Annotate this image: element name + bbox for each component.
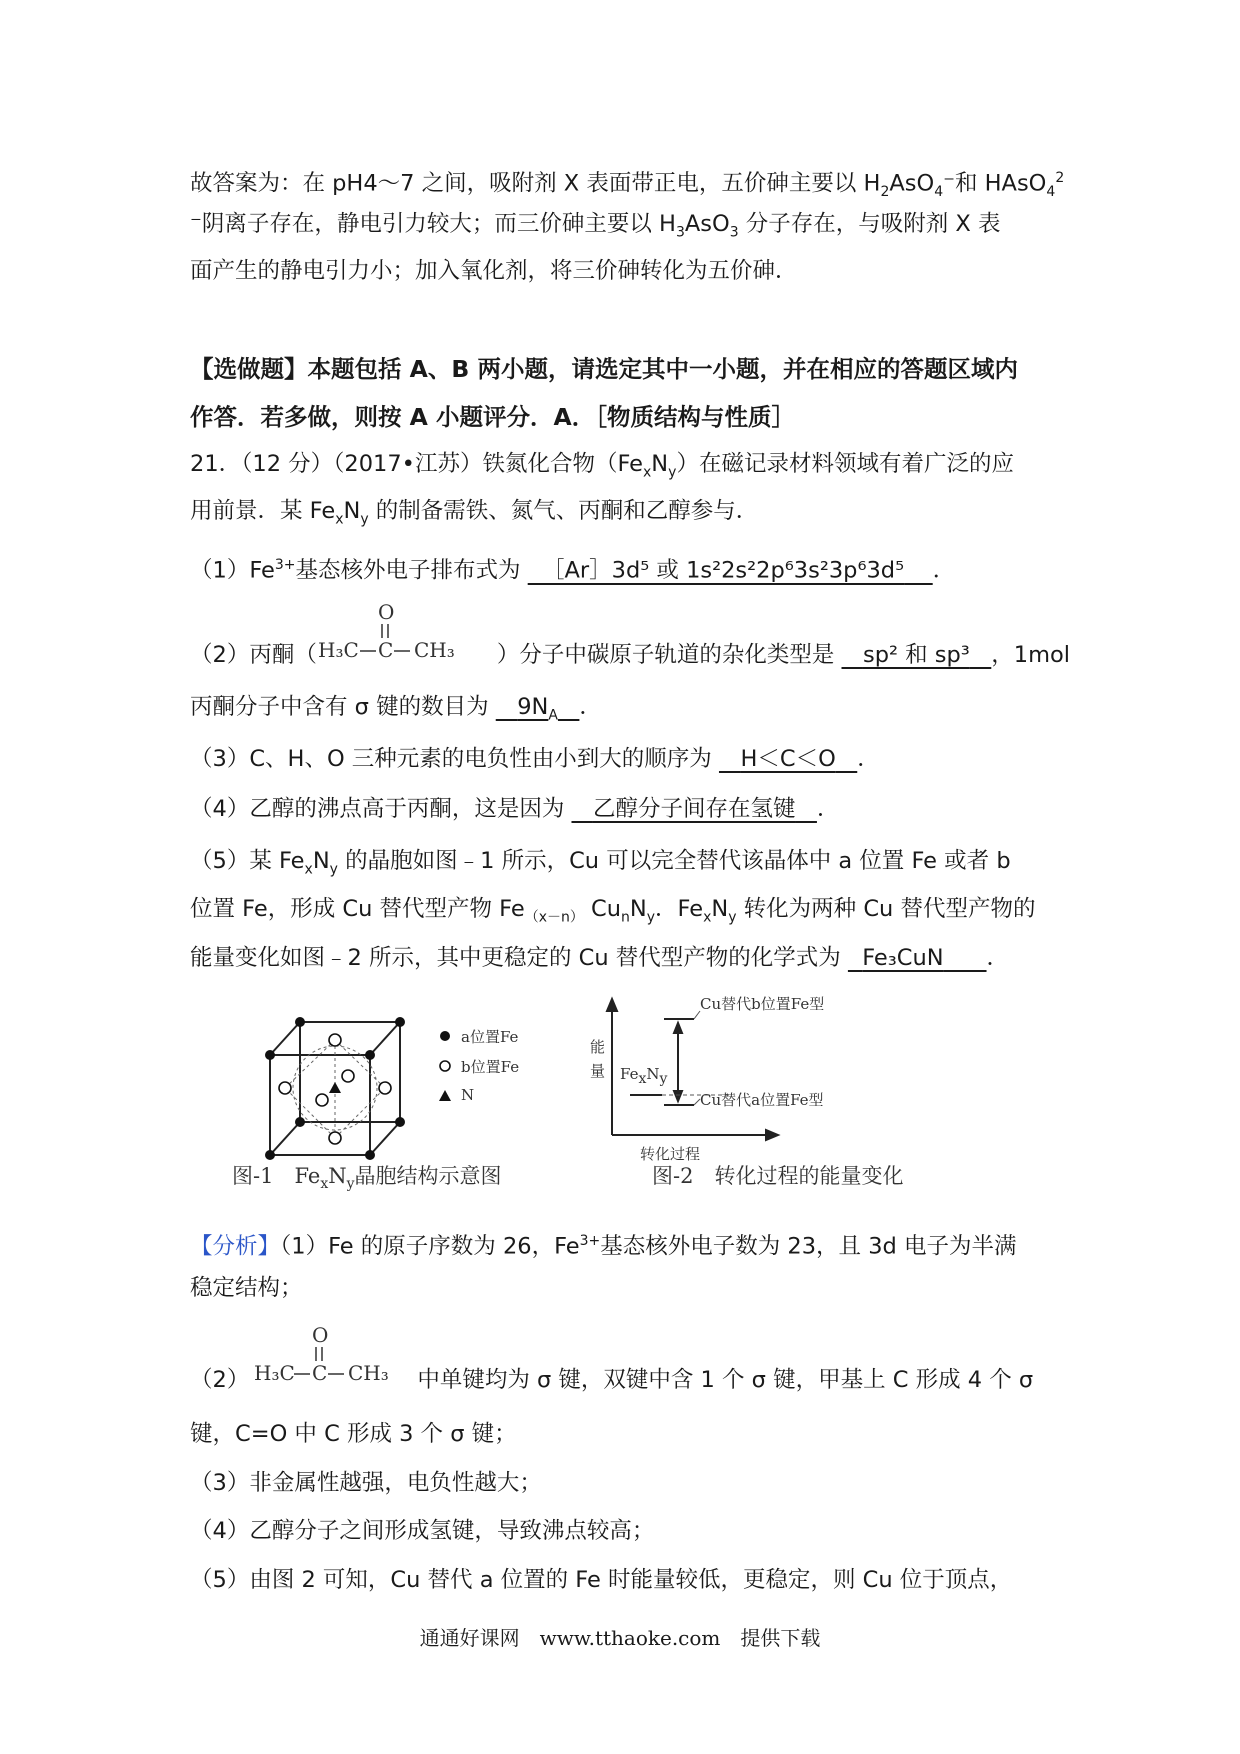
text: Fe	[620, 1065, 639, 1083]
text: 用前景．某 Fe	[190, 498, 336, 524]
text: 的制备需铁、氮气、丙酮和乙醇参与．	[368, 498, 759, 524]
answer-text: Fe₃CuN	[862, 945, 944, 971]
figure-2-energy-diagram	[590, 995, 890, 1163]
text: ⁻阴离子存在，静电引力较大；而三价砷主要以 H	[190, 211, 676, 237]
text: N	[312, 848, 330, 874]
answer-text: 9N	[517, 694, 549, 720]
question-part-5-line-2	[190, 893, 1035, 934]
text: 能量变化如图﹣2 所示，其中更稳定的 Cu 替代型产物的化学式为	[190, 945, 841, 971]
page-footer: 通通好课网 www.tthaoke.com 提供下载	[419, 1626, 821, 1650]
text: ，1mol	[991, 642, 1071, 668]
text: （2）	[190, 1367, 250, 1393]
answer-line-1	[190, 162, 1064, 208]
sub: 3	[729, 224, 739, 241]
legend-a-label: a位置Fe	[461, 1028, 519, 1046]
analysis-line-4: 键，C=O 中 C 形成 3 个 σ 键；	[190, 1421, 517, 1447]
carbon-label: C	[312, 1361, 328, 1385]
methyl-left-label: H₃C	[318, 638, 359, 662]
answer-blank	[496, 694, 580, 724]
methyl-right-label: CH₃	[348, 1361, 389, 1385]
text: （5）某 Fe	[190, 848, 305, 874]
text: ．Fe	[655, 896, 704, 922]
text: 的晶胞如图﹣1 所示，Cu 可以完全替代该晶体中 a 位置 Fe 或者 b	[337, 848, 1011, 874]
answer-blank	[719, 746, 857, 772]
text: AsO	[889, 170, 935, 197]
text: N	[343, 498, 361, 524]
sup: 3+	[274, 557, 296, 573]
text: （3）C、H、O 三种元素的电负性由小到大的顺序为	[190, 746, 712, 772]
text: 分子存在，与吸附剂 X 表	[738, 211, 1001, 237]
analysis-line-2: 稳定结构；	[190, 1275, 303, 1301]
sub: 4	[934, 184, 944, 200]
analysis-line-7: （5）由图 2 可知，Cu 替代 a 位置的 Fe 时能量较低，更稳定，则 Cu 位于顶点，	[190, 1567, 1013, 1593]
text: 21．（12 分）（2017•江苏）铁氮化合物（Fe	[190, 451, 643, 477]
section-heading-line-1: 【选做题】本题包括 A、B 两小题，请选定其中一小题，并在相应的答题区域内	[190, 355, 1018, 383]
text: ⁻和 HAsO	[943, 170, 1047, 197]
sup: 2	[1055, 170, 1065, 186]
section-heading-line-2: 作答．若多做，则按 A 小题评分．A．［物质结构与性质］	[190, 403, 795, 431]
analysis-tag: 【分析】	[190, 1233, 281, 1260]
text: 转化为两种 Cu 替代型产物的	[736, 896, 1036, 922]
legend-b-label: b位置Fe	[461, 1058, 520, 1076]
methyl-right-label: CH₃	[414, 638, 455, 662]
question-intro-1	[190, 448, 1014, 489]
top-level-label: Cu替代b位置Fe型	[700, 995, 825, 1013]
text: 丙酮分子中含有 σ 键的数目为	[190, 694, 489, 720]
text: Cu	[583, 896, 621, 922]
answer-blank	[848, 945, 987, 971]
question-intro-2	[190, 495, 758, 536]
figure-1-crystal-cell	[225, 1000, 545, 1170]
answer-line-2	[190, 208, 1001, 249]
question-part-1	[190, 549, 955, 587]
answer-blank	[528, 558, 933, 584]
legend-n-label: N	[461, 1086, 475, 1104]
acetone-structure	[318, 600, 498, 674]
sub: y	[346, 1176, 355, 1193]
text: 故答案为：在 pH4～7 之间，吸附剂 X 表面带正电，五价砷主要以 H	[190, 170, 881, 197]
question-part-4	[190, 793, 839, 825]
sub: x	[335, 511, 344, 528]
sub: x	[304, 861, 313, 878]
text: N	[646, 1065, 660, 1083]
question-part-3	[190, 743, 880, 775]
analysis-line-1	[190, 1225, 1016, 1263]
text: ．	[816, 796, 840, 822]
text: 中单键均为 σ 键，双键中含 1 个 σ 键，甲基上 C 形成 4 个 σ	[417, 1367, 1034, 1393]
text: （1）Fe 的原子序数为 26，Fe	[280, 1233, 580, 1260]
text: （2）丙酮（	[190, 642, 317, 668]
text: ）在磁记录材料领域有着广泛的应	[676, 451, 1014, 477]
answer-blank	[571, 796, 816, 822]
sub: y	[360, 511, 369, 528]
text: 图-1 Fe	[232, 1164, 321, 1188]
start-level-label	[620, 1065, 667, 1087]
sub: y	[329, 861, 338, 878]
text: ．	[932, 557, 956, 584]
y-axis-label: 能量	[590, 1038, 606, 1080]
answer-text: ［Ar］3d⁵ 或 1s²2s²2p⁶3s²3p⁶3d⁵	[542, 557, 905, 584]
answer-text: 乙醇分子间存在氢键	[592, 796, 796, 822]
sub: （x－n）	[524, 909, 584, 926]
sub: 3	[675, 224, 685, 241]
sub: n	[621, 909, 630, 926]
sub: 2	[880, 184, 890, 200]
sub: x	[638, 1071, 647, 1087]
sub: x	[643, 464, 652, 481]
sub: y	[668, 464, 677, 481]
text: N	[651, 451, 669, 477]
text: AsO	[684, 211, 730, 237]
text: ．	[579, 694, 602, 720]
text: N	[629, 896, 647, 922]
carbon-label: C	[378, 638, 394, 662]
text: 基态核外电子排布式为	[295, 557, 521, 584]
answer-blank	[842, 642, 992, 668]
oxygen-label: O	[312, 1323, 329, 1347]
sub: 4	[1046, 184, 1056, 200]
methyl-left-label: H₃C	[254, 1361, 295, 1385]
question-part-5-line-1	[190, 845, 1011, 886]
text: 位置 Fe，形成 Cu 替代型产物 Fe	[190, 896, 525, 922]
sub: y	[659, 1071, 668, 1087]
question-part-2b	[190, 691, 602, 732]
sub: x	[703, 909, 712, 926]
sub: x	[320, 1176, 329, 1193]
x-axis-label: 转化过程	[640, 1145, 701, 1163]
sup: 3+	[579, 1233, 601, 1249]
acetone-structure-2	[254, 1323, 424, 1397]
text: 晶胞结构示意图	[354, 1164, 502, 1188]
text: ．	[986, 945, 1010, 971]
answer-line-3: 面产生的静电引力小；加入氧化剂，将三价砷转化为五价砷．	[190, 258, 798, 284]
answer-text: H＜C＜O	[740, 746, 836, 772]
figure-1-caption	[232, 1160, 502, 1192]
text: 基态核外电子数为 23，且 3d 电子为半满	[600, 1233, 1017, 1260]
sub: A	[548, 707, 558, 724]
text: （4）乙醇的沸点高于丙酮，这是因为	[190, 796, 565, 822]
text: ．	[857, 746, 880, 772]
analysis-line-6: （4）乙醇分子之间形成氢键，导致沸点较高；	[190, 1518, 655, 1544]
question-part-5-line-3	[190, 942, 1009, 974]
figure-2-caption: 图-2 转化过程的能量变化	[652, 1164, 904, 1188]
text: N	[711, 896, 729, 922]
sub: y	[646, 909, 656, 926]
text: ）分子中碳原子轨道的杂化类型是	[496, 642, 835, 668]
bottom-level-label: Cu替代a位置Fe型	[700, 1091, 824, 1109]
sub: y	[728, 909, 737, 926]
text: N	[328, 1164, 347, 1188]
answer-text: sp² 和 sp³	[862, 642, 970, 668]
text: （1）Fe	[190, 557, 275, 584]
analysis-line-5: （3）非金属性越强，电负性越大；	[190, 1470, 542, 1496]
oxygen-label: O	[378, 600, 395, 624]
